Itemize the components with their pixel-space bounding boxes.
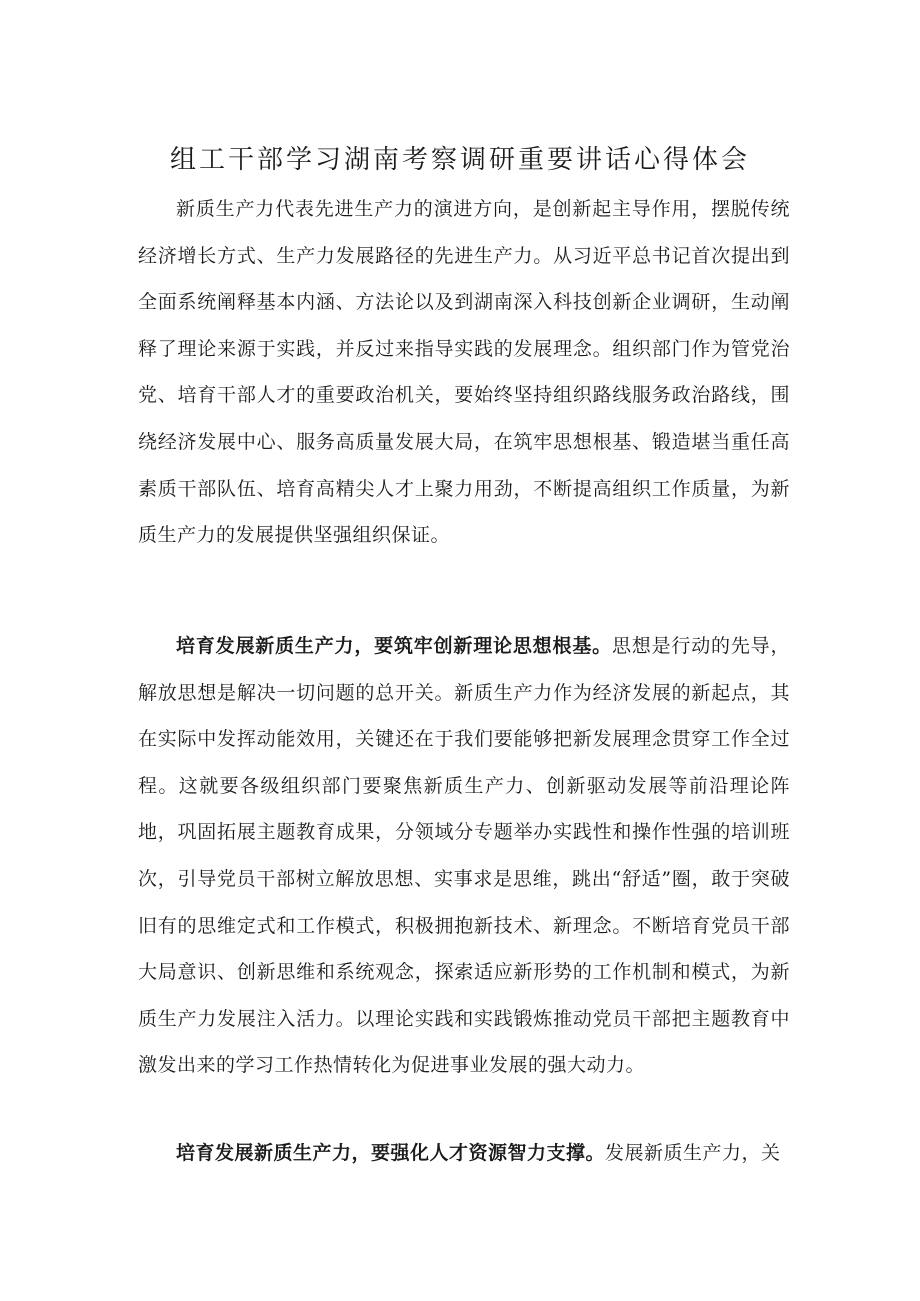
paragraph-intro-text: 新质生产力代表先进生产力的演进方向，是创新起主导作用，摆脱传统经济增长方式、生产力发展路径的先进生产力。从习近平总书记首次提出到全面系统阐释基本内涵、方法论以及到湖南深入科技创新企业调研，生动阐释了理论来源于实践，并反过来指导实践的发展理念。组织部门作为管党治党、培育干部人才的重要政治机关，要始终坚持组织路线服务政治路线，围绕经济发展中心、服务高质量发展大局，在筑牢思想根基、锻造堪当重任高素质干部队伍、培育高精尖人才上聚力用劲，不断提高组织工作质量，为新质生产力的发展提供坚强组织保证。 (138, 198, 790, 547)
paragraph-theory (138, 623, 790, 1089)
document-title: 组工干部学习湖南考察调研重要讲话心得体会 (169, 145, 750, 175)
paragraph-theory-text: 思想是行动的先导，解放思想是解决一切问题的总开关。新质生产力作为经济发展的新起点，其在实际中发挥动能效用，关键还在于我们要能够把新发展理念贯穿工作全过程。这就要各级组织部门要聚焦新质生产力、创新驱动发展等前沿理论阵地，巩固拓展主题教育成果，分领域分专题举办实践性和操作性强的培训班次，引导党员干部树立解放思想、实事求是思维，跳出“舒适”圈，敢于突破旧有的思维定式和工作模式，积极拥抱新技术、新理念。不断培育党员干部大局意识、创新思维和系统观念，探索适应新形势的工作机制和模式，为新质生产力发展注入活力。以理论实践和实践锻炼推动党员干部把主题教育中激发出来的学习工作热情转化为促进事业发展的强大动力。 (138, 635, 790, 1077)
paragraph-talent-lead: 培育发展新质生产力，要强化人才资源智力支撑。 (176, 1142, 606, 1164)
paragraph-intro (138, 186, 790, 559)
paragraph-talent (138, 1130, 790, 1177)
paragraph-talent-text: 发展新质生产力，关 (605, 1142, 781, 1164)
paragraph-theory-lead: 培育发展新质生产力，要筑牢创新理论思想根基。 (176, 635, 612, 657)
